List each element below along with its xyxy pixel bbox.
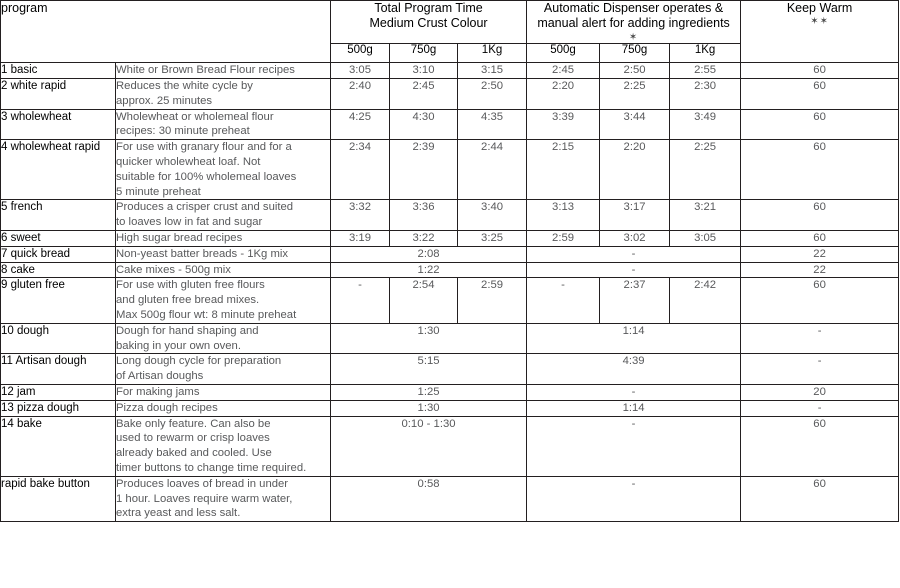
description-line: quicker wholewheat loaf. Not: [116, 156, 261, 169]
dispenser-1kg-cell: 2:42: [670, 278, 741, 323]
program-name-cell: rapid bake button: [1, 476, 116, 521]
description-line: For making jams: [116, 385, 200, 398]
keep-warm-cell: 60: [741, 140, 899, 200]
total-time-500g-cell: 2:40: [331, 79, 390, 110]
table-body: [1, 63, 899, 522]
dispenser-cell: -: [527, 246, 741, 262]
table-row: [1, 200, 899, 231]
total-time-cell: 1:25: [331, 384, 527, 400]
header-total-program-time: [331, 1, 527, 44]
dispenser-1kg-cell: 3:21: [670, 200, 741, 231]
description-line: and gluten free bread mixes.: [116, 294, 260, 307]
program-description-cell: [116, 278, 331, 323]
dispenser-cell: -: [527, 416, 741, 476]
program-description-cell: [116, 354, 331, 385]
program-name-cell: 4 wholewheat rapid: [1, 140, 116, 200]
header-time-1kg: 1Kg: [458, 44, 527, 63]
table-row: [1, 140, 899, 200]
total-time-1kg-cell: 4:35: [458, 109, 527, 140]
description-line: Max 500g flour wt: 8 minute preheat: [116, 309, 297, 321]
header-total-time-line2: Medium Crust Colour: [369, 16, 488, 31]
program-description-cell: [116, 262, 331, 278]
description-line: Reduces the white cycle by: [116, 80, 253, 93]
program-name-cell: 5 french: [1, 200, 116, 231]
total-time-500g-cell: 3:05: [331, 63, 390, 79]
header-dispenser-1kg: 1Kg: [670, 44, 741, 63]
keep-warm-cell: -: [741, 400, 899, 416]
header-row-groups: [1, 1, 899, 44]
total-time-cell: 1:30: [331, 400, 527, 416]
table-row: [1, 354, 899, 385]
description-line: Wholewheat or wholemeal flour: [116, 110, 274, 123]
dispenser-750g-cell: 2:37: [600, 278, 670, 323]
description-line: used to rewarm or crisp loaves: [116, 432, 270, 445]
description-line: 5 minute preheat: [116, 185, 201, 198]
dispenser-750g-cell: 2:20: [600, 140, 670, 200]
table-row: [1, 416, 899, 476]
table-row: [1, 231, 899, 247]
dispenser-1kg-cell: 2:55: [670, 63, 741, 79]
program-name-cell: 12 jam: [1, 384, 116, 400]
total-time-750g-cell: 2:45: [390, 79, 458, 110]
total-time-500g-cell: 2:34: [331, 140, 390, 200]
total-time-500g-cell: -: [331, 278, 390, 323]
total-time-750g-cell: 4:30: [390, 109, 458, 140]
dispenser-500g-cell: 2:59: [527, 231, 600, 247]
dispenser-cell: -: [527, 262, 741, 278]
table-row: [1, 400, 899, 416]
program-description-cell: [116, 384, 331, 400]
dispenser-cell: -: [527, 476, 741, 521]
program-name-cell: 10 dough: [1, 323, 116, 354]
table-row: [1, 278, 899, 323]
header-total-time-line1: Total Program Time: [374, 1, 483, 15]
header-dispenser-line2: manual alert for adding ingredients: [537, 16, 730, 31]
table-row: [1, 262, 899, 278]
description-line: Cake mixes - 500g mix: [116, 263, 231, 276]
table-row: [1, 63, 899, 79]
dispenser-500g-cell: -: [527, 278, 600, 323]
dispenser-cell: 1:14: [527, 400, 741, 416]
keep-warm-cell: 60: [741, 200, 899, 231]
dispenser-750g-cell: 3:02: [600, 231, 670, 247]
description-line: Non-yeast batter breads - 1Kg mix: [116, 247, 289, 260]
program-name-cell: 11 Artisan dough: [1, 354, 116, 385]
description-line: White or Brown Bread Flour recipes: [116, 64, 295, 77]
table-header: [1, 1, 899, 63]
keep-warm-cell: -: [741, 354, 899, 385]
total-time-1kg-cell: 3:15: [458, 63, 527, 79]
header-time-500g: 500g: [331, 44, 390, 63]
dispenser-cell: -: [527, 384, 741, 400]
double-star-icon: ✶✶: [810, 16, 829, 28]
total-time-1kg-cell: 2:44: [458, 140, 527, 200]
program-name-cell: 14 bake: [1, 416, 116, 476]
description-line: timer buttons to change time required.: [116, 461, 307, 474]
program-description-cell: [116, 63, 331, 79]
keep-warm-cell: 22: [741, 246, 899, 262]
dispenser-750g-cell: 3:44: [600, 109, 670, 140]
dispenser-750g-cell: 2:25: [600, 79, 670, 110]
program-description-cell: [116, 200, 331, 231]
total-time-cell: 0:58: [331, 476, 527, 521]
dispenser-500g-cell: 3:13: [527, 200, 600, 231]
dispenser-1kg-cell: 2:25: [670, 140, 741, 200]
total-time-500g-cell: 3:19: [331, 231, 390, 247]
program-name-cell: 2 white rapid: [1, 79, 116, 110]
table-row: [1, 384, 899, 400]
table-row: [1, 476, 899, 521]
total-time-1kg-cell: 2:50: [458, 79, 527, 110]
keep-warm-cell: 60: [741, 79, 899, 110]
program-name-cell: 9 gluten free: [1, 278, 116, 323]
header-program: program: [1, 1, 331, 63]
program-description-cell: [116, 476, 331, 521]
description-line: High sugar bread recipes: [116, 232, 243, 245]
program-description-cell: [116, 79, 331, 110]
keep-warm-cell: 60: [741, 231, 899, 247]
dispenser-750g-cell: 2:50: [600, 63, 670, 79]
header-keep-warm: [741, 1, 899, 63]
total-time-750g-cell: 3:10: [390, 63, 458, 79]
keep-warm-cell: 20: [741, 384, 899, 400]
keep-warm-cell: 60: [741, 278, 899, 323]
table-row: [1, 323, 899, 354]
keep-warm-cell: 22: [741, 262, 899, 278]
header-dispenser-line1: Automatic Dispenser operates &: [543, 1, 724, 15]
program-description-cell: [116, 323, 331, 354]
description-line: to loaves low in fat and sugar: [116, 216, 263, 229]
keep-warm-cell: 60: [741, 63, 899, 79]
description-line: Long dough cycle for preparation: [116, 355, 282, 368]
keep-warm-cell: -: [741, 323, 899, 354]
header-keep-warm-label: Keep Warm: [786, 1, 853, 15]
description-line: approx. 25 minutes: [116, 94, 213, 107]
total-time-750g-cell: 3:22: [390, 231, 458, 247]
program-description-cell: [116, 416, 331, 476]
total-time-1kg-cell: 2:59: [458, 278, 527, 323]
description-line: Produces loaves of bread in under: [116, 477, 289, 490]
dispenser-1kg-cell: 3:49: [670, 109, 741, 140]
dispenser-cell: 4:39: [527, 354, 741, 385]
total-time-1kg-cell: 3:40: [458, 200, 527, 231]
dispenser-750g-cell: 3:17: [600, 200, 670, 231]
total-time-cell: 0:10 - 1:30: [331, 416, 527, 476]
total-time-cell: 2:08: [331, 246, 527, 262]
total-time-750g-cell: 2:39: [390, 140, 458, 200]
keep-warm-cell: 60: [741, 109, 899, 140]
header-dispenser-750g: 750g: [600, 44, 670, 63]
single-star-icon: ✶: [628, 31, 639, 43]
dispenser-500g-cell: 2:20: [527, 79, 600, 110]
table-row: [1, 109, 899, 140]
dispenser-1kg-cell: 2:30: [670, 79, 741, 110]
description-line: Pizza dough recipes: [116, 401, 218, 414]
description-line: baking in your own oven.: [116, 339, 241, 352]
description-line: For use with granary flour and for a: [116, 141, 292, 154]
keep-warm-cell: 60: [741, 476, 899, 521]
dispenser-1kg-cell: 3:05: [670, 231, 741, 247]
keep-warm-cell: 60: [741, 416, 899, 476]
dispenser-500g-cell: 3:39: [527, 109, 600, 140]
program-description-cell: [116, 140, 331, 200]
description-line: Bake only feature. Can also be: [116, 417, 271, 430]
dispenser-cell: 1:14: [527, 323, 741, 354]
description-line: Produces a crisper crust and suited: [116, 201, 294, 214]
program-name-cell: 8 cake: [1, 262, 116, 278]
description-line: For use with gluten free flours: [116, 279, 265, 292]
description-line: of Artisan doughs: [116, 370, 204, 383]
total-time-500g-cell: 4:25: [331, 109, 390, 140]
header-dispenser-500g: 500g: [527, 44, 600, 63]
description-line: suitable for 100% wholemeal loaves: [116, 170, 297, 183]
description-line: 1 hour. Loaves require warm water,: [116, 492, 293, 505]
program-description-cell: [116, 400, 331, 416]
dispenser-500g-cell: 2:15: [527, 140, 600, 200]
total-time-750g-cell: 2:54: [390, 278, 458, 323]
table-row: [1, 79, 899, 110]
table-row: [1, 246, 899, 262]
header-time-750g: 750g: [390, 44, 458, 63]
description-line: Dough for hand shaping and: [116, 324, 259, 337]
total-time-500g-cell: 3:32: [331, 200, 390, 231]
program-description-cell: [116, 231, 331, 247]
header-automatic-dispenser: [527, 1, 741, 44]
description-line: already baked and cooled. Use: [116, 447, 272, 460]
description-line: extra yeast and less salt.: [116, 507, 241, 520]
program-name-cell: 6 sweet: [1, 231, 116, 247]
dispenser-500g-cell: 2:45: [527, 63, 600, 79]
program-name-cell: 13 pizza dough: [1, 400, 116, 416]
program-description-cell: [116, 109, 331, 140]
program-name-cell: 1 basic: [1, 63, 116, 79]
program-description-cell: [116, 246, 331, 262]
total-time-cell: 5:15: [331, 354, 527, 385]
total-time-1kg-cell: 3:25: [458, 231, 527, 247]
program-name-cell: 7 quick bread: [1, 246, 116, 262]
description-line: recipes: 30 minute preheat: [116, 125, 250, 138]
program-name-cell: 3 wholewheat: [1, 109, 116, 140]
total-time-750g-cell: 3:36: [390, 200, 458, 231]
total-time-cell: 1:30: [331, 323, 527, 354]
total-time-cell: 1:22: [331, 262, 527, 278]
